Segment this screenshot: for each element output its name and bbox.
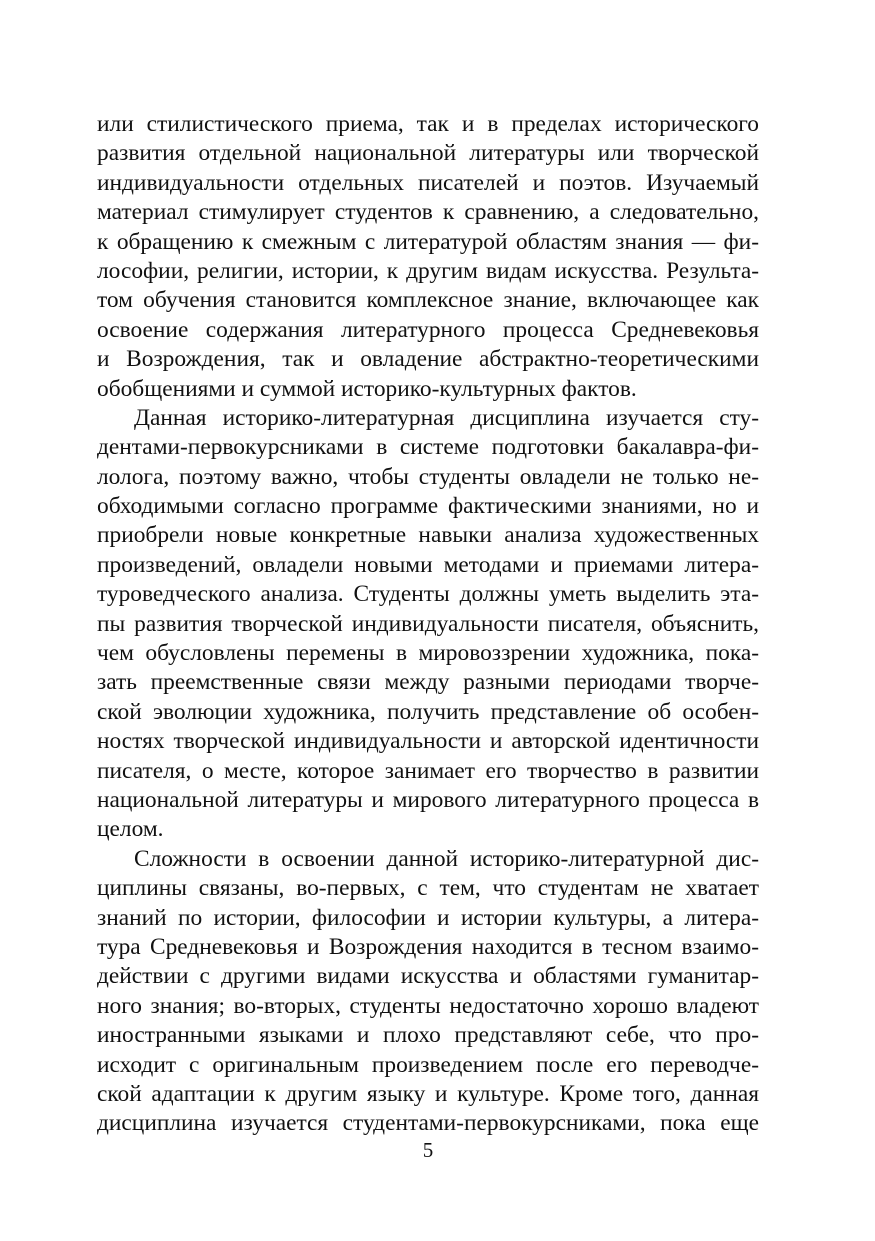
text-line: Сложности в освоении данной историко-литературной дис-	[134, 845, 759, 872]
text-line: знаний по истории, философии и истории культуры, а литера-	[97, 904, 759, 931]
text-line: иностранными языками и плохо представляют себе, что про-	[97, 1022, 759, 1049]
text-line: произведений, овладели новыми методами и приемами литера-	[97, 551, 759, 578]
paragraph-2	[97, 404, 759, 845]
text-line: дентами-первокурсниками в системе подготовки бакалавра-фи-	[97, 434, 759, 461]
text-line: писателя, о месте, которое занимает его творчество в развитии	[97, 757, 759, 784]
text-line: циплины связаны, во-первых, с тем, что студентам не хватает	[97, 875, 759, 902]
text-line: или стилистического приема, так и в пределах исторического	[97, 111, 759, 137]
text-line: обходимыми согласно программе фактическими знаниями, но и	[97, 493, 759, 520]
paragraph-1	[97, 110, 759, 404]
text-line: ской эволюции художника, получить представление об особен-	[97, 698, 759, 725]
text-line: целом.	[97, 816, 164, 843]
text-line: к обращению к смежным с литературой областям знания — фи-	[97, 228, 759, 255]
text-line: чем обусловлены перемены в мировоззрении художника, пока-	[97, 640, 759, 667]
text-line: дисциплина изучается студентами-первокурсниками, пока еще	[97, 1110, 759, 1137]
text-line: материал стимулирует студентов к сравнению, а следовательно,	[97, 199, 759, 226]
page-number: 5	[422, 1138, 434, 1162]
text-line: ской адаптации к другим языку и культуре. Кроме того, данная	[97, 1080, 759, 1107]
text-line: обобщениями и суммой историко-культурных фактов.	[97, 375, 637, 402]
text-line: тура Средневековья и Возрождения находится в тесном взаимо-	[97, 933, 759, 960]
text-line: зать преемственные связи между разными периодами творче-	[97, 669, 759, 696]
text-line: развития отдельной национальной литературы или творческой	[97, 140, 759, 167]
text-line: ностях творческой индивидуальности и авторской идентичности	[97, 728, 759, 755]
text-line: лософии, религии, истории, к другим видам искусства. Результа-	[97, 257, 759, 284]
text-line: Данная историко-литературная дисциплина изучается сту-	[134, 404, 759, 431]
text-line: том обучения становится комплексное знание, включающее как	[97, 287, 759, 314]
text-line: исходит с оригинальным произведением после его переводче-	[97, 1051, 759, 1078]
text-line: ного знания; во-вторых, студенты недостаточно хорошо владеют	[97, 992, 759, 1019]
text-line: туроведческого анализа. Студенты должны уметь выделить эта-	[97, 581, 759, 608]
text-line: действии с другими видами искусства и областями гуманитар-	[97, 963, 759, 990]
text-line: индивидуальности отдельных писателей и поэтов. Изучаемый	[97, 169, 759, 196]
text-line: лолога, поэтому важно, чтобы студенты овладели не только не-	[97, 463, 759, 490]
paragraph-3	[97, 845, 759, 1139]
text-line: пы развития творческой индивидуальности писателя, объяснить,	[97, 610, 759, 637]
page-body	[97, 110, 759, 1139]
text-line: и Возрождения, так и овладение абстрактно-теоретическими	[97, 346, 759, 373]
text-line: приобрели новые конкретные навыки анализа художественных	[97, 522, 759, 549]
text-line: национальной литературы и мирового литературного процесса в	[97, 786, 759, 813]
text-line: освоение содержания литературного процесса Средневековья	[97, 316, 759, 343]
